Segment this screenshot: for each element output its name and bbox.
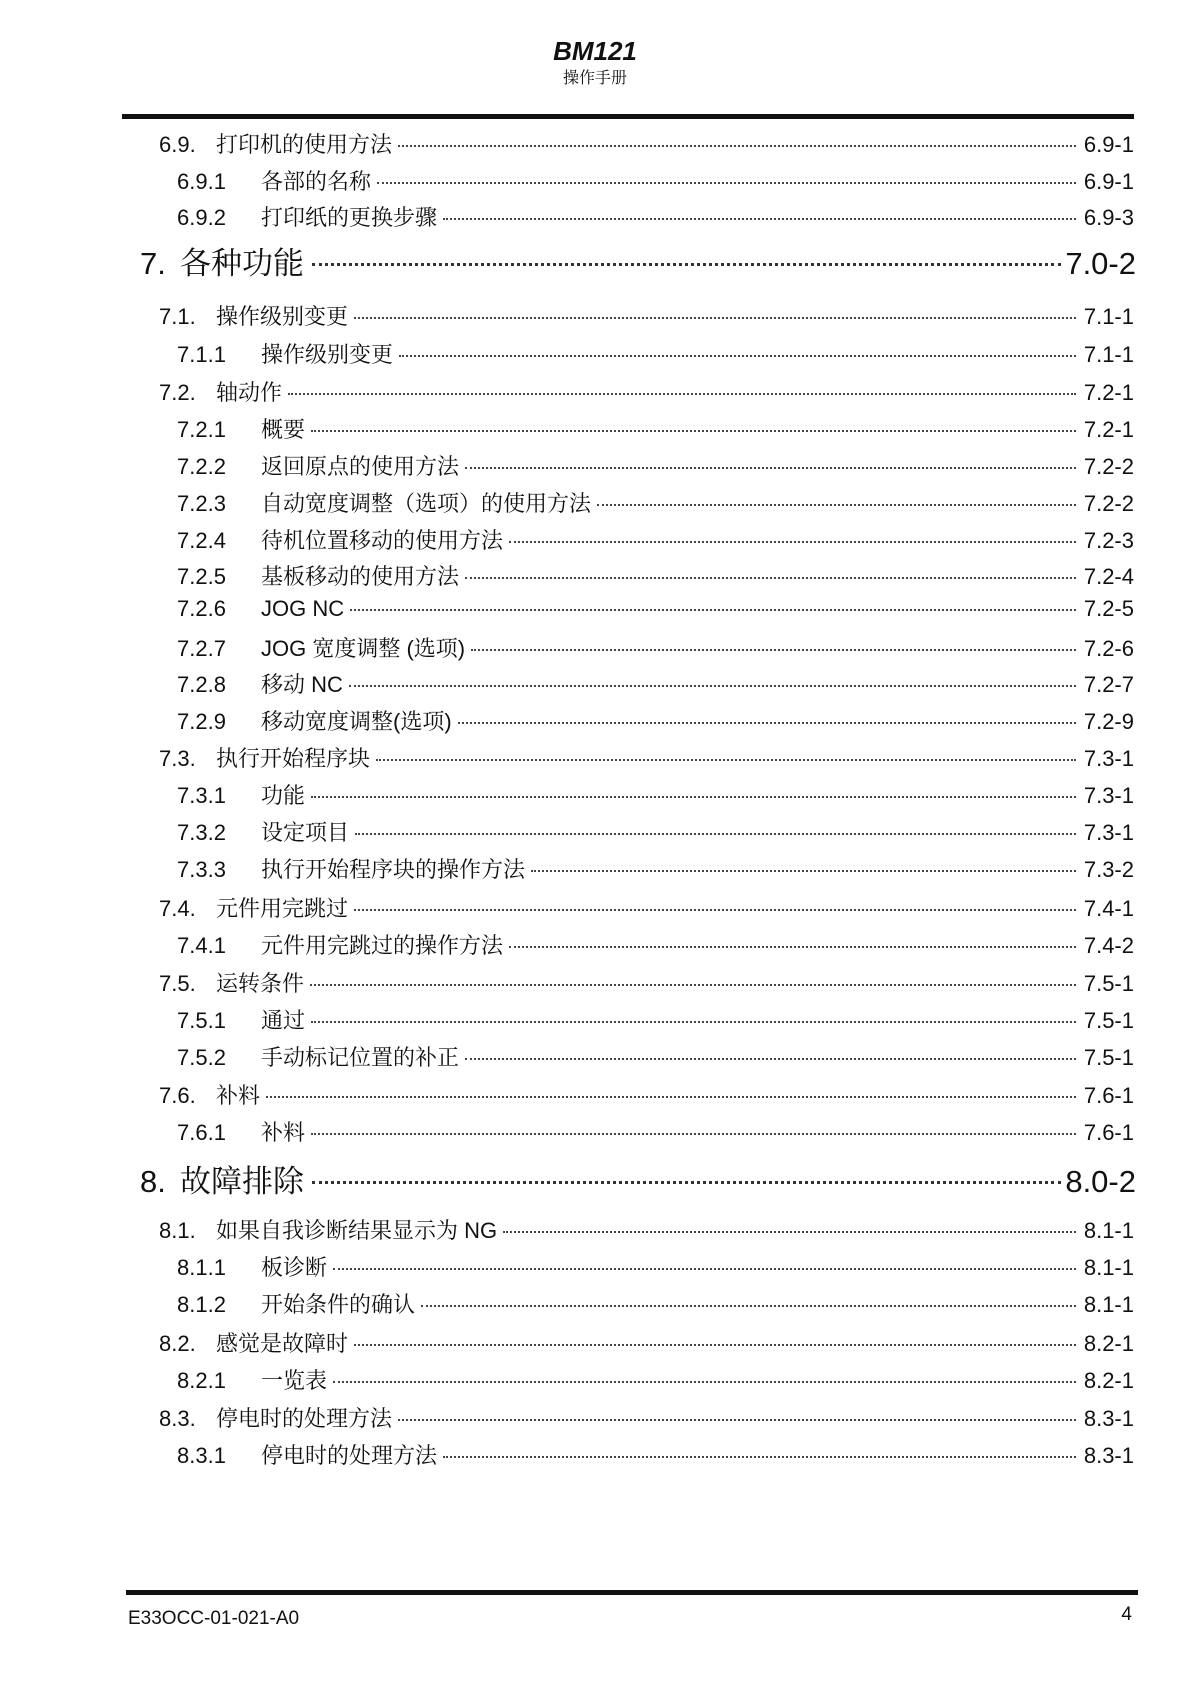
toc-title: JOG 宽度调整 (选项) — [261, 636, 466, 661]
dot-leader — [465, 467, 1076, 469]
dot-leader — [443, 218, 1076, 220]
toc-number: 7.1. — [159, 304, 196, 329]
dot-leader — [312, 263, 1061, 266]
toc-title: 打印纸的更换步骤 — [261, 205, 438, 230]
toc-number: 7.3. — [159, 746, 196, 771]
dot-leader — [597, 504, 1076, 506]
toc-entry[interactable] — [177, 201, 1134, 232]
toc-entry[interactable] — [159, 1079, 1134, 1110]
header-title: BM121 — [553, 36, 637, 66]
toc-number: 8. — [140, 1164, 166, 1199]
toc-page-number: 8.2-1 — [1083, 1368, 1134, 1393]
toc-title: 执行开始程序块的操作方法 — [261, 857, 526, 882]
toc-entry[interactable] — [159, 892, 1134, 923]
toc-title: 板诊断 — [261, 1255, 328, 1280]
toc-number: 7.5.1 — [177, 1008, 226, 1033]
toc-number: 8.3.1 — [177, 1443, 226, 1468]
toc-entry[interactable] — [159, 1402, 1134, 1433]
dot-leader — [310, 984, 1076, 986]
toc-number: 7.1.1 — [177, 342, 226, 367]
toc-page-number: 8.1-1 — [1083, 1218, 1134, 1243]
toc-number: 7.3.2 — [177, 820, 226, 845]
dot-leader — [311, 796, 1076, 798]
toc-title: 轴动作 — [216, 380, 283, 405]
toc-number: 7.2.5 — [177, 564, 226, 589]
toc-number: 7.2.8 — [177, 672, 226, 697]
dot-leader — [376, 759, 1076, 761]
toc-number: 7.5. — [159, 971, 196, 996]
toc-number: 7.6.1 — [177, 1120, 226, 1145]
toc-title: 移动宽度调整(选项) — [261, 709, 452, 734]
header-subtitle: 操作手册 — [562, 70, 627, 87]
toc-entry[interactable] — [177, 1439, 1134, 1470]
toc-title: 执行开始程序块 — [216, 746, 371, 771]
toc-page-number: 7.1-1 — [1083, 342, 1134, 367]
toc-entry[interactable] — [177, 779, 1134, 810]
toc-title: 停电时的处理方法 — [261, 1443, 438, 1468]
toc-page-number: 7.2-4 — [1083, 564, 1134, 589]
toc-number: 7.4.1 — [177, 933, 226, 958]
toc-number: 7.6. — [159, 1083, 196, 1108]
toc-page-number: 7.6-1 — [1083, 1120, 1134, 1145]
toc-number: 8.2.1 — [177, 1368, 226, 1393]
toc-page-number: 8.3-1 — [1083, 1406, 1134, 1431]
toc-title: 补料 — [216, 1083, 261, 1108]
toc-title: 感觉是故障时 — [216, 1331, 349, 1356]
toc-page-number: 8.2-1 — [1083, 1331, 1134, 1356]
dot-leader — [354, 1344, 1076, 1346]
toc-title: 如果自我诊断结果显示为 NG — [216, 1218, 498, 1243]
toc-number: 6.9.2 — [177, 205, 226, 230]
toc-title: 基板移动的使用方法 — [261, 564, 460, 589]
toc-page-number: 7.5-1 — [1083, 1008, 1134, 1033]
toc-title: 元件用完跳过 — [216, 896, 349, 921]
toc-number: 8.1.2 — [177, 1292, 226, 1317]
dot-leader — [288, 393, 1076, 395]
toc-number: 8.1. — [159, 1218, 196, 1243]
toc-entry[interactable] — [177, 816, 1134, 847]
toc-title: 补料 — [261, 1120, 306, 1145]
toc-entry[interactable] — [177, 487, 1134, 518]
toc-entry[interactable] — [177, 1364, 1134, 1395]
toc-page-number: 7.3-1 — [1083, 783, 1134, 808]
toc-entry[interactable] — [159, 376, 1134, 407]
toc-entry[interactable] — [177, 1004, 1134, 1035]
dot-leader — [443, 1456, 1076, 1458]
toc-chapter[interactable] — [140, 1156, 1136, 1201]
toc-entry[interactable] — [177, 668, 1134, 699]
toc-entry[interactable] — [177, 165, 1134, 196]
dot-leader — [311, 1133, 1076, 1135]
toc-number: 7.4. — [159, 896, 196, 921]
dot-leader — [421, 1305, 1076, 1307]
toc-chapter[interactable] — [140, 238, 1136, 283]
toc-number: 7.2.6 — [177, 596, 226, 621]
toc-page-number: 6.9-1 — [1083, 132, 1134, 157]
toc-page-number: 7.2-5 — [1083, 596, 1134, 621]
toc-entry[interactable] — [177, 413, 1134, 444]
toc-number: 6.9. — [159, 132, 196, 157]
toc-title: 元件用完跳过的操作方法 — [261, 933, 504, 958]
toc-title: 停电时的处理方法 — [216, 1406, 393, 1431]
toc-entry[interactable] — [177, 560, 1134, 591]
toc-number: 7.3.3 — [177, 857, 226, 882]
toc-page-number: 7.1-1 — [1083, 304, 1134, 329]
toc-entry[interactable] — [177, 450, 1134, 481]
toc-page-number: 7.2-2 — [1083, 454, 1134, 479]
toc-title: 自动宽度调整（选项）的使用方法 — [261, 491, 592, 516]
dot-leader — [354, 909, 1076, 911]
toc-page-number: 7.4-1 — [1083, 896, 1134, 921]
dot-leader — [354, 317, 1076, 319]
toc-number: 7.5.2 — [177, 1045, 226, 1070]
toc-page-number: 7.2-3 — [1083, 528, 1134, 553]
toc-page-number: 7.2-1 — [1083, 380, 1134, 405]
toc-title: 手动标记位置的补正 — [261, 1045, 460, 1070]
toc-title: 运转条件 — [216, 971, 305, 996]
toc-number: 7. — [140, 246, 166, 281]
toc-entry[interactable] — [177, 524, 1134, 555]
toc-title: 待机位置移动的使用方法 — [261, 528, 504, 553]
toc-page-number: 7.3-1 — [1083, 746, 1134, 771]
toc-page-number: 7.3-2 — [1083, 857, 1134, 882]
toc-entry[interactable] — [177, 853, 1134, 884]
toc-page-number: 6.9-1 — [1083, 169, 1134, 194]
dot-leader — [398, 1419, 1076, 1421]
dot-leader — [350, 609, 1076, 611]
toc-entry[interactable] — [159, 1327, 1134, 1358]
bottom-rule — [126, 1590, 1138, 1595]
toc-page-number: 7.5-1 — [1083, 1045, 1134, 1070]
toc-title: 打印机的使用方法 — [216, 132, 393, 157]
toc-entry[interactable] — [159, 128, 1134, 159]
toc-number: 8.3. — [159, 1406, 196, 1431]
toc-page-number: 6.9-3 — [1083, 205, 1134, 230]
dot-leader — [399, 355, 1076, 357]
dot-leader — [509, 946, 1076, 948]
toc-entry[interactable] — [177, 1116, 1134, 1147]
dot-leader — [531, 870, 1076, 872]
toc-page-number: 7.0-2 — [1065, 246, 1136, 281]
toc-page-number: 8.1-1 — [1083, 1255, 1134, 1280]
toc-number: 8.2. — [159, 1331, 196, 1356]
toc-page-number: 7.2-6 — [1083, 636, 1134, 661]
dot-leader — [509, 541, 1076, 543]
page-number: 4 — [1121, 1604, 1132, 1625]
toc-entry[interactable] — [177, 929, 1134, 960]
toc-title: 移动 NC — [261, 672, 343, 697]
toc-number: 7.3.1 — [177, 783, 226, 808]
dot-leader — [465, 1058, 1076, 1060]
toc-number: 7.2.2 — [177, 454, 226, 479]
toc-title: 各种功能 — [180, 246, 304, 281]
toc-title: 各部的名称 — [261, 169, 372, 194]
toc-number: 7.2.4 — [177, 528, 226, 553]
toc-title: 概要 — [261, 417, 306, 442]
toc-title: 操作级别变更 — [216, 304, 349, 329]
dot-leader — [503, 1231, 1076, 1233]
toc-title: 通过 — [261, 1008, 306, 1033]
dot-leader — [311, 1021, 1076, 1023]
toc-page-number: 7.4-2 — [1083, 933, 1134, 958]
dot-leader — [311, 430, 1076, 432]
toc-entry[interactable] — [177, 632, 1134, 663]
dot-leader — [333, 1381, 1076, 1383]
toc-number: 7.2.7 — [177, 636, 226, 661]
toc-entry[interactable] — [177, 705, 1134, 736]
dot-leader — [349, 685, 1076, 687]
toc-entry[interactable] — [177, 1251, 1134, 1282]
toc-page-number: 8.3-1 — [1083, 1443, 1134, 1468]
dot-leader — [333, 1268, 1076, 1270]
dot-leader — [465, 577, 1076, 579]
toc-page-number: 7.3-1 — [1083, 820, 1134, 845]
dot-leader — [398, 145, 1076, 147]
dot-leader — [312, 1181, 1061, 1184]
dot-leader — [471, 649, 1076, 651]
toc-page-number: 8.0-2 — [1065, 1164, 1136, 1199]
toc-number: 6.9.1 — [177, 169, 226, 194]
toc-page-number: 7.6-1 — [1083, 1083, 1134, 1108]
toc-entry[interactable] — [159, 300, 1134, 331]
toc-page-number: 7.5-1 — [1083, 971, 1134, 996]
toc-entry[interactable] — [159, 1214, 1134, 1245]
toc-title: 故障排除 — [180, 1164, 304, 1199]
toc-number: 7.2.3 — [177, 491, 226, 516]
toc-entry[interactable] — [159, 967, 1134, 998]
toc-page-number: 7.2-9 — [1083, 709, 1134, 734]
toc-entry[interactable] — [177, 338, 1134, 369]
toc-title: 功能 — [261, 783, 306, 808]
toc-page-number: 8.1-1 — [1083, 1292, 1134, 1317]
toc-entry[interactable] — [177, 596, 1134, 622]
toc-title: 设定项目 — [261, 820, 350, 845]
dot-leader — [355, 833, 1076, 835]
dot-leader — [458, 722, 1076, 724]
dot-leader — [266, 1096, 1076, 1098]
toc-entry[interactable] — [177, 1041, 1134, 1072]
toc-title: 操作级别变更 — [261, 342, 394, 367]
toc-number: 8.1.1 — [177, 1255, 226, 1280]
toc-title: JOG NC — [261, 596, 345, 621]
toc-title: 开始条件的确认 — [261, 1292, 416, 1317]
document-code: E33OCC-01-021-A0 — [128, 1608, 300, 1629]
toc-page-number: 7.2-7 — [1083, 672, 1134, 697]
toc-page-number: 7.2-2 — [1083, 491, 1134, 516]
toc-title: 返回原点的使用方法 — [261, 454, 460, 479]
toc-entry[interactable] — [177, 1288, 1134, 1319]
toc-entry[interactable] — [159, 742, 1134, 773]
toc-page-number: 7.2-1 — [1083, 417, 1134, 442]
toc-number: 7.2. — [159, 380, 196, 405]
dot-leader — [377, 182, 1076, 184]
toc-number: 7.2.1 — [177, 417, 226, 442]
toc-number: 7.2.9 — [177, 709, 226, 734]
toc-title: 一览表 — [261, 1368, 328, 1393]
